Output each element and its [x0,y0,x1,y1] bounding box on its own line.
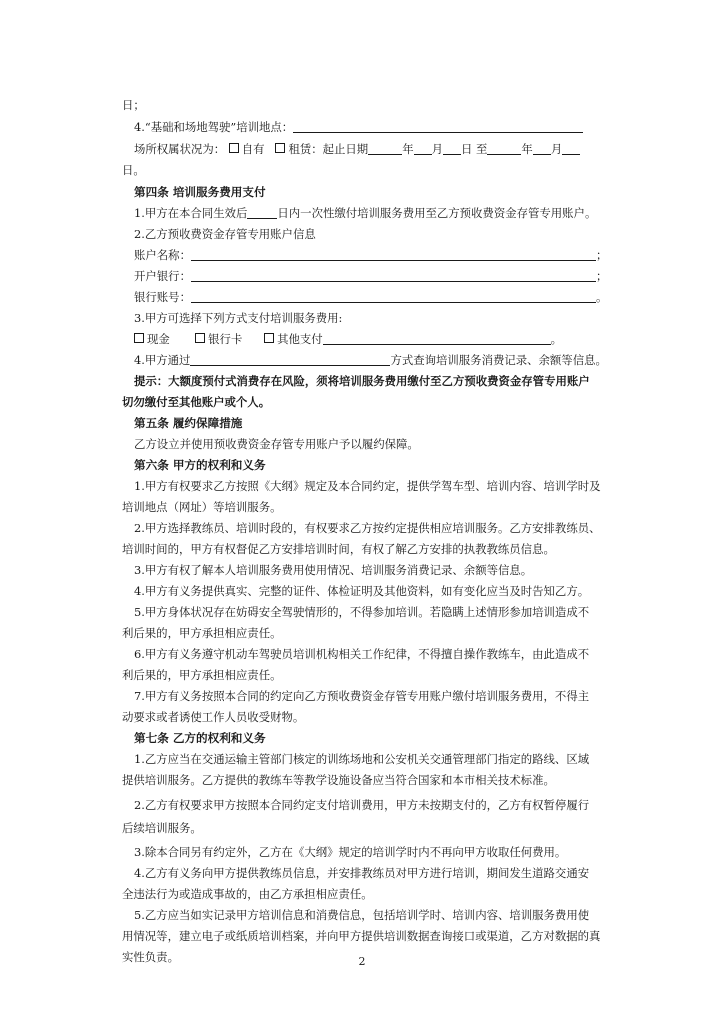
text-line [134,139,644,159]
text-line [134,863,644,883]
blank-field[interactable] [247,204,277,219]
text-line [134,518,644,538]
blank-field[interactable] [191,246,596,261]
text-line [134,245,644,265]
text: 提供培训服务。乙方提供的教练车等教学设施设备应当符合国家和本市相关技术标准。 [122,773,555,787]
warning-text [122,392,632,412]
text: 3.甲方可选择下列方式支付培训服务费用: [134,311,343,325]
text: 月 [431,142,443,156]
text: 第七条 乙方的权利和义务 [134,731,266,745]
text: 5.甲方身体状况存在妨碍安全驾驶情形的，不得参加培训。若隐瞒上述情形参加培训造成不 [134,605,590,619]
text-line [134,203,644,223]
text: ； [595,248,608,262]
text-line [134,842,644,862]
text: 。 [550,332,563,346]
text: 开户银行： [134,269,191,283]
text: 乙方设立并使用预收费资金存管专用账户予以履约保障。 [134,437,419,451]
text: 切勿缴付至其他账户或个人。 [122,395,271,409]
text-line [134,476,644,496]
text: 租赁：起止日期 [288,142,369,156]
text: 年 [521,142,533,156]
text: 1.甲方有权要求乙方按照《大纲》规定及本合同约定，提供学驾车型、培训内容、培训学时及 [134,479,601,493]
blank-field[interactable] [368,140,402,155]
blank-field[interactable] [190,351,390,366]
blank-field[interactable] [487,140,521,155]
text-line [122,95,632,115]
text: 1.乙方应当在交通运输主管部门核定的训练场地和公安机关交通管理部门指定的路线、区域 [134,752,590,766]
text: 利后果的，甲方承担相应责任。 [122,668,282,682]
text: 第六条 甲方的权利和义务 [134,458,266,472]
text-line [134,644,644,664]
text-line [122,818,632,838]
checkbox[interactable] [275,143,285,153]
text: ； [595,269,608,283]
text-line [122,770,632,790]
text: 现金 [147,332,170,346]
text: 2.甲方选择教练员、培训时段的，有权要求乙方按约定提供相应培训服务。乙方安排教练员、 [134,521,601,535]
text-line [134,602,644,622]
text-line [134,117,644,137]
text: 自有 [241,142,265,156]
text: 利后果的，甲方承担相应责任。 [122,626,282,640]
text: 日 至 [461,142,488,156]
text-line [122,665,632,685]
text: 第五条 履约保障措施 [134,416,243,430]
text: 1.甲方在本合同生效后 [134,206,248,220]
text: 提示：大额度预付式消费存在风险，须将培训服务费用缴付至乙方预收费资金存管专用账户 [134,374,590,388]
text-line [134,434,644,454]
section-heading [134,413,644,433]
text-line [134,581,644,601]
page-number: 2 [358,955,366,968]
text-line [134,287,644,307]
text: 动要求或者诱使工作人员收受财物。 [122,710,305,724]
text-line [122,884,632,904]
blank-field[interactable] [533,140,551,155]
blank-field[interactable] [191,288,596,303]
blank-field[interactable] [293,118,583,133]
text-line [122,623,632,643]
checkbox[interactable] [229,143,239,153]
text: 月 [550,142,563,156]
text: 3.甲方有权了解本人培训服务费用使用情况、培训服务消费记录、余额等信息。 [134,563,533,577]
text-line [134,749,644,769]
text: 。 [595,290,608,304]
text: 日内一次性缴付培训服务费用至乙方预收费资金存管专用账户。 [277,206,597,220]
blank-field[interactable] [191,267,596,282]
text: 6.甲方有义务遵守机动车驾驶员培训机构相关工作纪律，不得擅自操作教练车，由此造成不 [134,647,590,661]
section-heading [134,728,644,748]
text-line [134,224,644,244]
blank-field[interactable] [443,140,461,155]
text: 日。 [122,163,145,177]
text: 培训时间的，甲方有权督促乙方安排培训时间，有权了解乙方安排的执教教练员信息。 [122,542,555,556]
checkbox[interactable] [195,333,205,343]
text: 银行账号： [134,290,191,304]
text: 用情况等，建立电子或纸质培训档案，并向甲方提供培训数据查询接口或渠道，乙方对数据的真 [122,929,601,943]
text: 账户名称： [134,248,191,262]
text: 3.除本合同另有约定外，乙方在《大纲》规定的培训学时内不再向甲方收取任何费用。 [134,845,567,859]
text: 4.“基础和场地驾驶”培训地点： [134,120,294,134]
warning-text [134,371,644,391]
text-line [134,795,644,815]
text-line [134,905,644,925]
text: 5.乙方应当如实记录甲方培训信息和消费信息，包括培训学时、培训内容、培训服务费用使 [134,908,590,922]
text-line [134,686,644,706]
text: 实性负责。 [122,950,179,964]
text-line [134,308,644,328]
text-line [122,926,632,946]
text: 4.甲方有义务提供真实、完整的证件、体检证明及其他资料，如有变化应当及时告知乙方。 [134,584,590,598]
blank-field[interactable] [414,140,432,155]
text-line [122,947,322,967]
text: 银行卡 [208,332,243,346]
text: 4.甲方通过 [134,353,191,367]
checkbox[interactable] [264,333,274,343]
text: 4.乙方有义务向甲方提供教练员信息，并安排教练员对甲方进行培训，期间发生道路交通安 [134,866,590,880]
text: 全违法行为或造成事故的，由乙方承担相应责任。 [122,887,373,901]
text: 第四条 培训服务费用支付 [134,185,266,199]
text-line [122,160,632,180]
text-line [122,707,632,727]
section-heading [134,455,644,475]
text: 其他支付 [277,332,323,346]
text-line [134,350,644,370]
text: 方式查询培训服务消费记录、余额等信息。 [390,353,607,367]
text-line [122,539,632,559]
text: 场所权属状况为： [134,142,226,156]
section-heading [134,182,644,202]
text-line [134,266,644,286]
text: 培训地点（网址）等培训服务。 [122,500,282,514]
text-line [134,329,644,349]
text: 后续培训服务。 [122,821,202,835]
text-line [122,497,632,517]
text-line [134,560,644,580]
text: 年 [402,142,414,156]
text: 2.乙方有权要求甲方按照本合同约定支付培训费用，甲方未按期支付的，乙方有权暂停履行 [134,798,590,812]
text: 2.乙方预收费资金存管专用账户信息 [134,227,316,241]
blank-field[interactable] [562,140,580,155]
text: 7.甲方有义务按照本合同的约定向乙方预收费资金存管专用账户缴付培训服务费用，不得主 [134,689,590,703]
text: 日； [122,98,145,112]
checkbox[interactable] [134,333,144,343]
blank-field[interactable] [323,330,551,345]
